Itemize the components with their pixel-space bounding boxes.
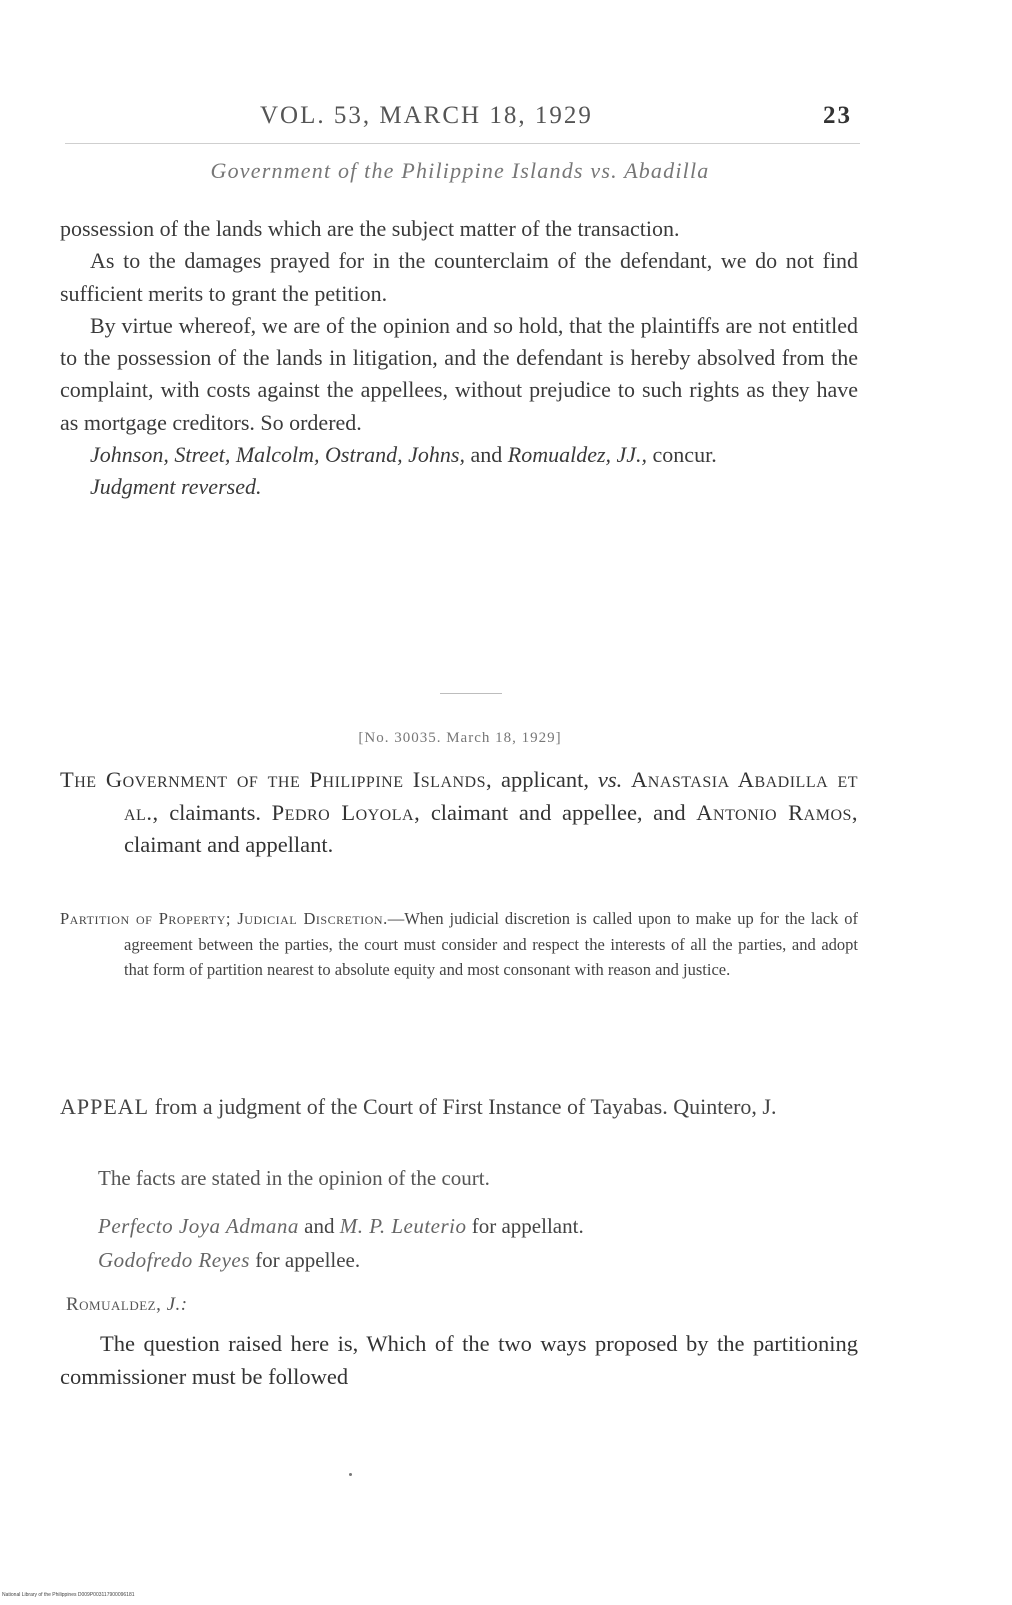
volume-date: VOL. 53, MARCH 18, 1929 xyxy=(260,102,593,129)
syllabus-heading: Partition of Property; Judicial Discretion. xyxy=(60,909,388,928)
paragraph-continuation: possession of the lands which are the subject matter of the transaction. xyxy=(60,216,680,241)
header-rule xyxy=(65,143,860,144)
caption-appellant-role: claimant and appellant. xyxy=(124,832,334,857)
section-divider xyxy=(440,693,502,694)
case-number-date: [No. 30035. March 18, 1929] xyxy=(358,730,562,746)
caption-claimants: claimants. xyxy=(169,799,262,825)
appeal-lead: APPEAL xyxy=(60,1094,150,1119)
counsel-appellant-name1: Perfecto Joya Admana xyxy=(98,1214,299,1238)
caption-appellee-name: Pedro Loyola, xyxy=(271,799,421,825)
ponente-name: Romualdez, xyxy=(66,1294,162,1315)
caption-appellee-role: claimant and appellee, and xyxy=(430,799,686,825)
caption-applicant: applicant, xyxy=(500,767,590,792)
ponente xyxy=(66,1294,466,1316)
syllabus-text: —When judicial discretion is called upon to make up for the lack of agreement between the parties, the court must consider and respect the interests of all the parties, and adopt that form of partition nearest to absolute equity and most consonant with reason and justice. xyxy=(124,909,858,979)
counsel-appellant-role: for appellant. xyxy=(471,1214,584,1238)
appeal-text: from a judgment of the Court of First Instance of Tayabas. Quintero, J. xyxy=(154,1094,777,1119)
counsel-appellee xyxy=(98,1243,868,1277)
disposition-text: Judgment reversed. xyxy=(90,474,262,500)
concurrence-word: concur. xyxy=(652,442,717,468)
running-title: Government of the Philippine Islands vs. Abadilla xyxy=(210,158,710,183)
case-caption xyxy=(60,764,858,862)
appeal-line xyxy=(60,1090,858,1123)
caption-appellant-name: Antonio Ramos, xyxy=(696,799,859,825)
ponente-title: J.: xyxy=(166,1294,188,1315)
concurrence-and: and xyxy=(470,442,503,468)
facts-statement: The facts are stated in the opinion of the court. xyxy=(98,1166,490,1190)
opinion-first-paragraph: The question raised here is, Which of the two ways proposed by the partitioning commissioner must be followed xyxy=(60,1331,858,1389)
paragraph-damages: As to the damages prayed for in the counterclaim of the defendant, we do not find sufficient merits to grant the petition. xyxy=(60,248,858,306)
syllabus xyxy=(60,906,858,983)
counsel-block xyxy=(98,1209,868,1277)
counsel-appellant xyxy=(98,1209,868,1243)
library-stamp: National Library of the Philippines D009P003117900096181 xyxy=(2,1592,135,1598)
speck xyxy=(349,1473,352,1476)
caption-government: The Government of the Philippine Islands, xyxy=(60,767,493,792)
concurring-justices: Johnson, Street, Malcolm, Ostrand, Johns, xyxy=(90,442,465,468)
opinion-opening xyxy=(60,1328,858,1393)
concurrence-line xyxy=(60,439,858,471)
counsel-appellee-role: for appellee. xyxy=(255,1248,361,1272)
concurring-last: Romualdez, JJ., xyxy=(507,442,648,468)
counsel-appellee-name: Godofredo Reyes xyxy=(98,1248,250,1272)
caption-vs: vs. xyxy=(597,767,623,792)
counsel-appellant-and: and xyxy=(304,1214,335,1238)
page-number: 23 xyxy=(823,102,852,129)
paragraph-dispositive: By virtue whereof, we are of the opinion and so hold, that the plaintiffs are not entitled to the possession of the lands in litigation, and the defendant is hereby absolved from the complaint, with costs against the appellees, without prejudice to such rights as they have as mortgage creditors. So ordered. xyxy=(60,312,858,435)
previous-case-conclusion xyxy=(60,213,858,504)
counsel-appellant-name2: M. P. Leuterio xyxy=(339,1214,467,1238)
judgment-disposition xyxy=(60,471,858,503)
caption-claimants-names: Anastasia Abadilla et al., xyxy=(124,767,859,825)
